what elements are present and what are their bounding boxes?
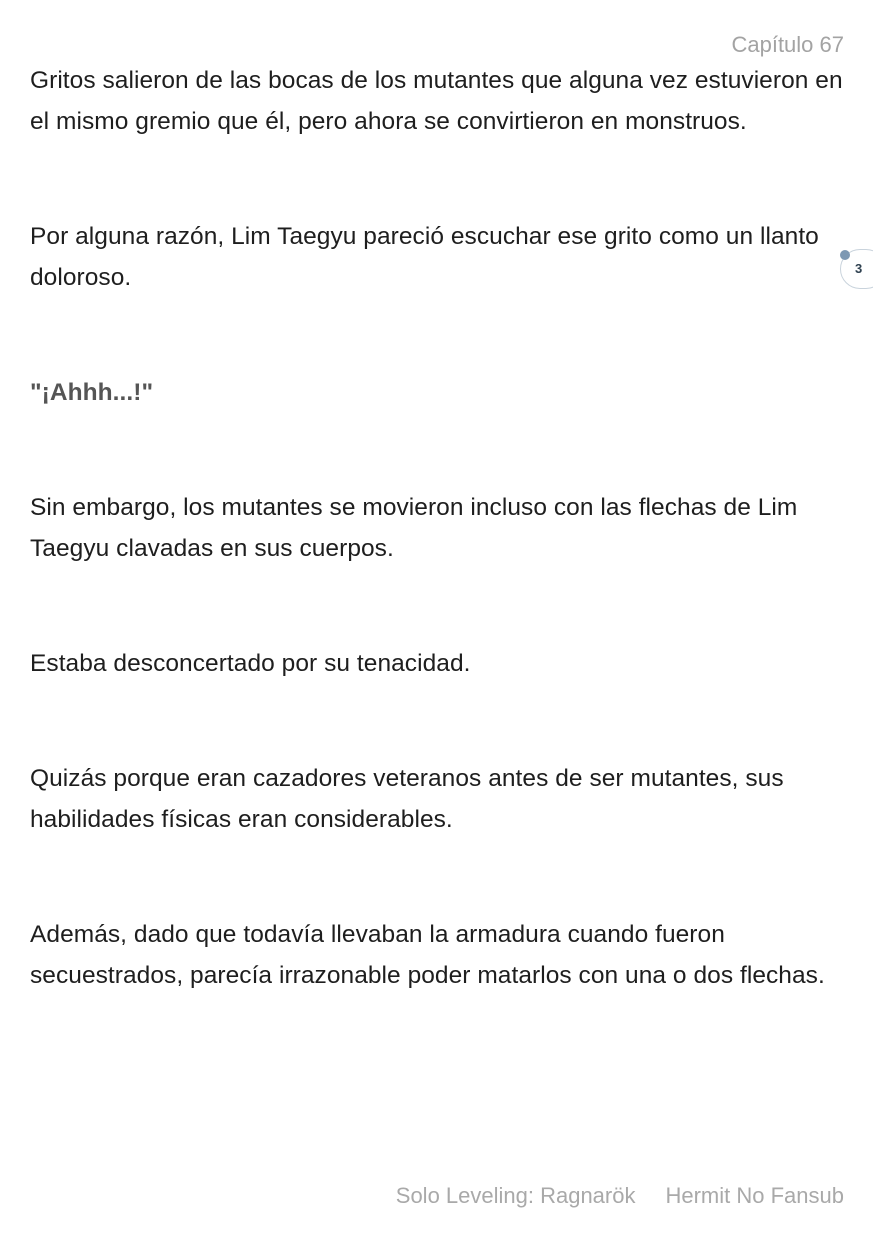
paragraph-dialogue: "¡Ahhh...!" [30,379,154,406]
novel-title: Solo Leveling: Ragnarök [395,1183,636,1208]
paragraph: Por alguna razón, Lim Taegyu pareció escuchar ese grito como un llanto doloroso. [30,223,819,291]
paragraph: Sin embargo, los mutantes se movieron incluso con las flechas de Lim Taegyu clavadas en sus cuerpos. [30,494,798,562]
translator-group: Hermit No Fansub [665,1183,844,1208]
paragraph: Estaba desconcertado por su tenacidad. [30,650,471,677]
paragraph: Gritos salieron de las bocas de los mutantes que alguna vez estuvieron en el mismo gremio que él, pero ahora se convirtieron en monstruos. [30,67,843,135]
paragraph: Quizás porque eran cazadores veteranos antes de ser mutantes, sus habilidades físicas eran considerables. [30,765,784,833]
comment-indicator-icon [840,250,850,260]
footer [396,1183,844,1209]
chapter-text [30,60,845,996]
paragraph: Además, dado que todavía llevaban la armadura cuando fueron secuestrados, parecía irrazonable poder matarlos con una o dos flechas. [30,921,825,989]
chapter-label: Capítulo 67 [731,32,844,57]
comment-count: 3 [855,261,863,276]
